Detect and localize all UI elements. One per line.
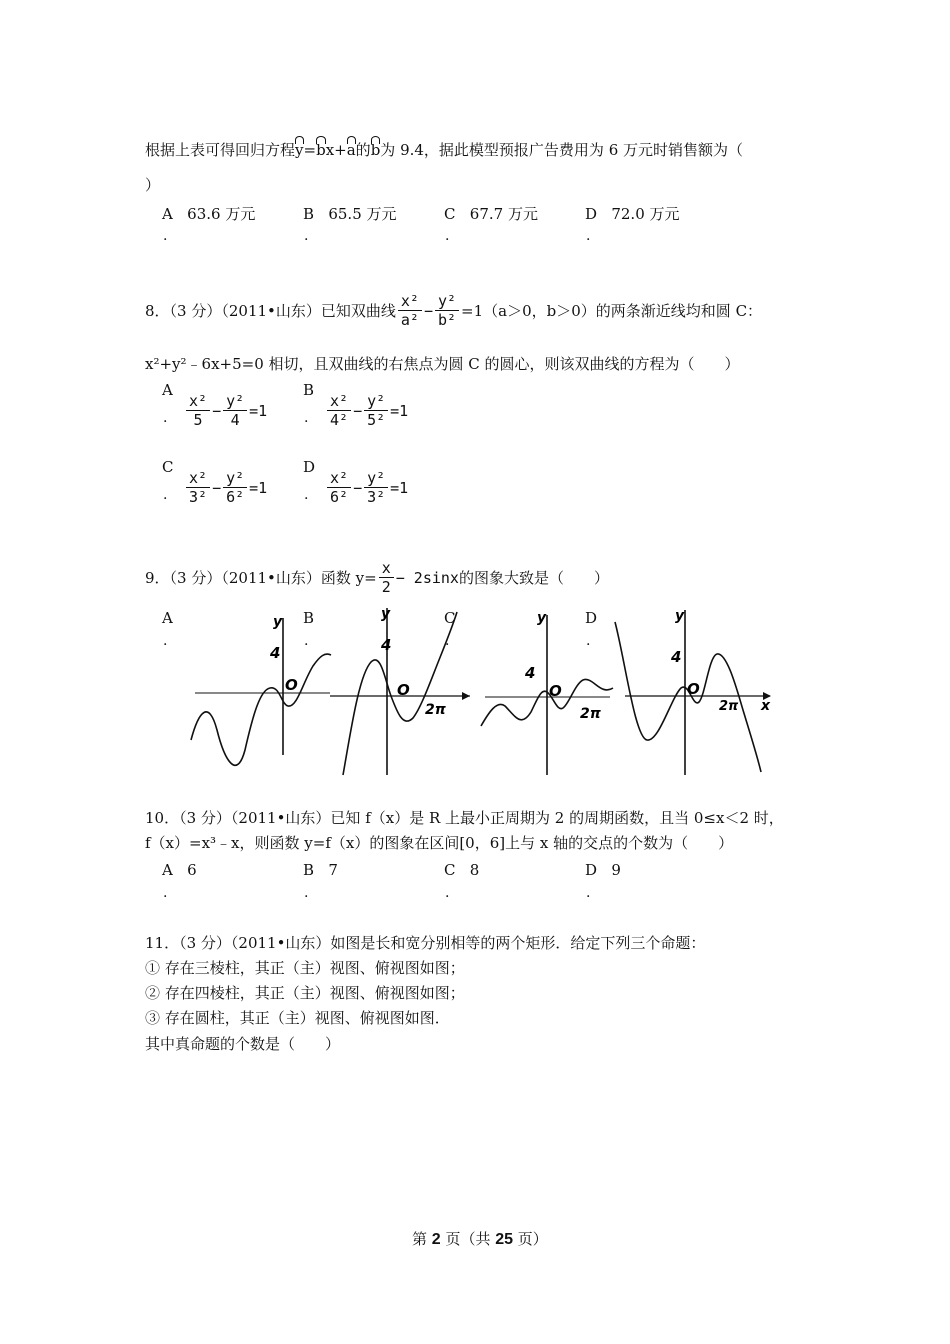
q9-dot-c: . (445, 633, 450, 649)
q9-c-four: 4 (525, 664, 536, 682)
q10-line1: 10．（3 分）（2011•山东）已知 f（x）是 R 上最小正周期为 2 的周期函数，且当 0≤x＜2 时， (145, 809, 784, 827)
q7-option-a[interactable]: A 63.6 万元 (162, 205, 256, 223)
q7-stem: 根据上表可得回归方程y=bx+a的b为 9.4，据此模型预报广告费用为 6 万元时销售额为（ (145, 141, 744, 159)
q9-dot-b: . (304, 633, 309, 649)
q9-dot-a: . (163, 633, 168, 649)
q9-stem: 9．（3 分）（2011•山东）函数 y= $\frac{x}{2}$ − 2sinx 的图象大致是（ ） (145, 559, 609, 596)
q7-close-paren: ） (145, 176, 161, 194)
q9-d-ylabel: y (675, 608, 685, 624)
q9-b-origin: O (397, 681, 410, 699)
q9-graphs (185, 600, 785, 780)
q11-line3: ② 存在四棱柱，其正（主）视图、俯视图如图； (145, 984, 465, 1002)
q8-frac-y: $\frac{\text{y²}}{\text{b²}}$ (435, 292, 459, 329)
q9-graph-c (481, 615, 613, 775)
q10-option-b[interactable]: B 7 (303, 861, 338, 879)
q7-yhat: y (295, 141, 304, 159)
q9-option-b-letter[interactable]: B (303, 609, 315, 627)
q9-b-ylabel: y (381, 606, 391, 622)
footer-page-number: 2 (431, 1231, 441, 1248)
q10-line2: f（x）=x³﹣x，则函数 y=f（x）的图象在区间[0，6]上与 x 轴的交点的个数为（ ） (145, 834, 734, 852)
q9-d-twopi: 2π (719, 699, 739, 714)
q7-dot-b: . (304, 228, 309, 244)
q7-option-c[interactable]: C 67.7 万元 (444, 205, 538, 223)
q10-option-c[interactable]: C 8 (444, 861, 480, 879)
q7-bhat: b (316, 141, 326, 159)
q9-option-d-letter[interactable]: D (585, 609, 598, 627)
q9-d-four: 4 (671, 648, 682, 666)
q10-dot-d: . (586, 885, 591, 901)
q7-dot-c: . (445, 228, 450, 244)
q8-option-c[interactable]: C . $\frac{\text{x²}}{\text{3²}}$ − $\frac{\text{y²}}{\text{6²}}$ =1 (162, 458, 268, 506)
q7-ahat: a (346, 141, 356, 159)
q8-option-b[interactable]: B . $\frac{\text{x²}}{\text{4²}}$ − $\frac{\text{y²}}{\text{5²}}$ =1 (303, 381, 409, 429)
q11-line1: 11．（3 分）（2011•山东）如图是长和宽分别相等的两个矩形．给定下列三个命题： (145, 934, 706, 952)
q7-text-before: 根据上表可得回归方程 (145, 141, 296, 159)
q9-d-origin: O (687, 680, 700, 698)
q7-option-b[interactable]: B 65.5 万元 (303, 205, 397, 223)
q11-line2: ① 存在三棱柱，其正（主）视图、俯视图如图； (145, 959, 465, 977)
q9-option-c-letter[interactable]: C (444, 609, 456, 627)
q9-c-ylabel: y (537, 610, 547, 626)
q9-a-ylabel: y (273, 614, 283, 630)
q11-line4: ③ 存在圆柱，其正（主）视图、俯视图如图． (145, 1009, 450, 1027)
q7-dot-d: . (586, 228, 591, 244)
q9-prefix: 9．（3 分）（2011•山东）函数 y= (145, 569, 377, 587)
q8-stem: 8．（3 分）（2011•山东）已知双曲线 $\frac{\text{x²}}{\text{a²}}$ − $\frac{\text{y²}}{\text{b²}}$ =1 （a＞0，b＞0）的两条渐近线均和圆 C： (145, 292, 763, 329)
q11-line5: 其中真命题的个数是（ ） (145, 1035, 341, 1053)
q9-dot-d: . (586, 633, 591, 649)
q9-c-twopi: 2π (580, 706, 601, 722)
q9-c-origin: O (549, 682, 562, 700)
q8-suffix: （a＞0，b＞0）的两条渐近线均和圆 C： (483, 302, 763, 320)
q10-dot-c: . (445, 885, 450, 901)
q9-a-origin: O (285, 676, 298, 694)
q8-option-a[interactable]: A . $\frac{\text{x²}}{5}$ − $\frac{\text{y²}}{4}$ =1 (162, 381, 268, 429)
q7-text-after: 为 9.4，据此模型预报广告费用为 6 万元时销售额为（ (380, 141, 744, 159)
q9-option-a-letter[interactable]: A (162, 609, 173, 627)
q8-frac-x: $\frac{\text{x²}}{\text{a²}}$ (398, 292, 422, 329)
footer-total-pages: 25 (495, 1231, 514, 1248)
q10-dot-a: . (163, 885, 168, 901)
q9-b-four: 4 (381, 636, 392, 654)
q8-prefix: 8．（3 分）（2011•山东）已知双曲线 (145, 302, 396, 320)
q10-dot-b: . (304, 885, 309, 901)
q10-option-d[interactable]: D 9 (585, 861, 621, 879)
q9-graph-a (191, 618, 331, 765)
q9-d-xlabel: x (761, 698, 771, 714)
q9-b-twopi: 2π (425, 702, 446, 718)
q7-option-d[interactable]: D 72.0 万元 (585, 205, 680, 223)
q9-a-four: 4 (270, 644, 281, 662)
q9-suffix: 的图象大致是（ ） (458, 569, 609, 587)
q7-dot-a: . (163, 228, 168, 244)
q10-option-a[interactable]: A 6 (162, 861, 197, 879)
q9-frac: $\frac{x}{2}$ (379, 559, 394, 596)
q7-bhat-2: b (370, 141, 381, 159)
page-footer: 第 2 页（共 25 页） (412, 1230, 548, 1248)
q8-line2: x²+y²﹣6x+5=0 相切，且双曲线的右焦点为圆 C 的圆心，则该双曲线的方程为（ ） (145, 355, 740, 373)
q8-option-d[interactable]: D . $\frac{\text{x²}}{\text{6²}}$ − $\frac{\text{y²}}{\text{3²}}$ =1 (303, 458, 409, 506)
